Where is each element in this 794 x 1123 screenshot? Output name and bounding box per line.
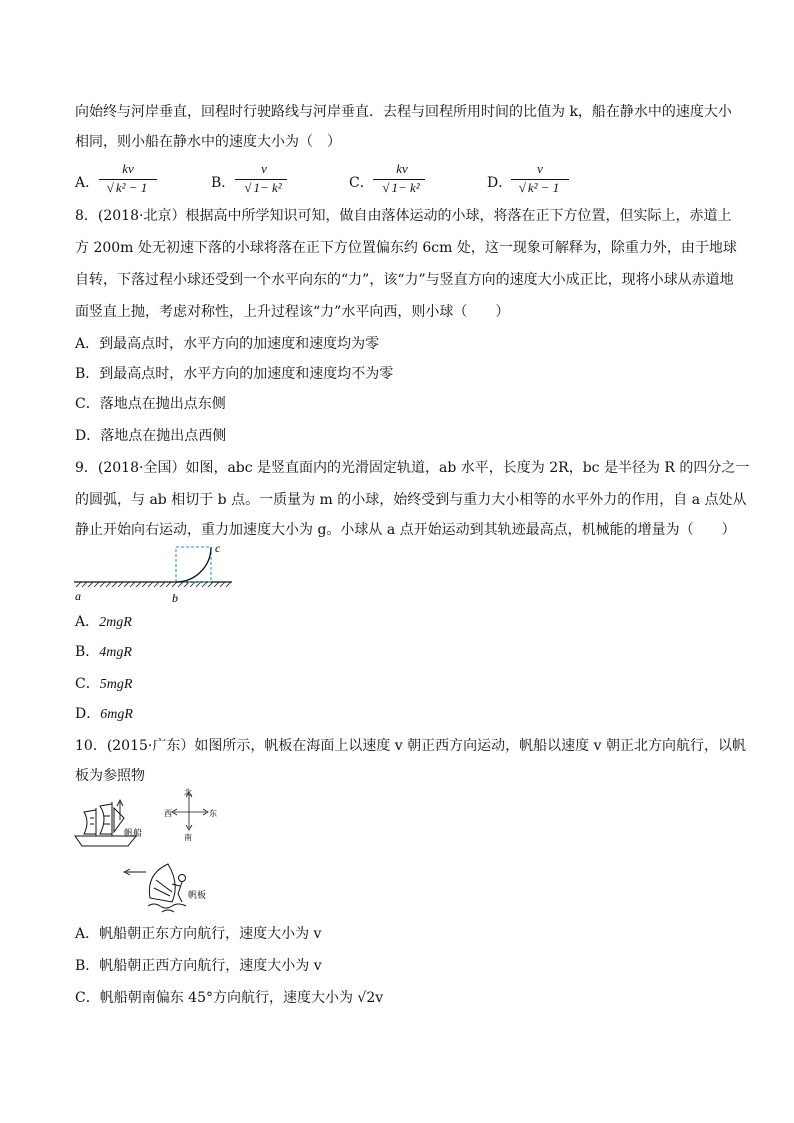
- q9-stem-line-3: 静止开始向右运动，重力加速度大小为 g。小球从 a 点开始运动到其轨迹最高点，机械能的增量为（ ）: [75, 522, 736, 538]
- q10-option-a: A．帆船朝正东方向航行，速度大小为 v: [75, 926, 322, 942]
- q7-option-b: [211, 160, 361, 202]
- q10-figure: [70, 788, 250, 918]
- q7-option-a: [75, 160, 225, 202]
- q9-stem-line-2: 的圆弧，与 ab 相切于 b 点。一质量为 m 的小球，始终受到与重力大小相等的水平外力的作用，自 a 点处从: [75, 492, 747, 508]
- fraction-numerator: v: [261, 161, 267, 176]
- q8-option-c: C．落地点在抛出点东侧: [75, 396, 226, 412]
- fraction-denominator: k² − 1: [527, 180, 560, 195]
- fraction-numerator: kv: [396, 161, 408, 176]
- option-label: A．: [75, 614, 100, 630]
- option-label: D．: [487, 175, 513, 191]
- sailboat-icon: [75, 802, 136, 846]
- fraction-bar: [373, 179, 425, 180]
- option-value: 5mgR: [99, 677, 133, 692]
- option-value: 4mgR: [99, 645, 132, 660]
- q8-stem-line-2: 方 200m 处无初速下落的小球将落在正下方位置偏东约 6cm 处，这一现象可解释为，除重力外，由于地球: [75, 240, 737, 256]
- option-value: 6mgR: [100, 707, 133, 722]
- fraction: v √ k² − 1: [509, 160, 571, 198]
- option-label: C．: [75, 676, 100, 692]
- windsurfer-label: 帆板: [188, 890, 207, 900]
- option-label: A．: [75, 175, 100, 191]
- compass-west-label: 西: [164, 809, 172, 818]
- sailboat-label: 帆船: [124, 828, 143, 838]
- q7-options: [75, 160, 715, 202]
- q9-option-a: [75, 612, 132, 633]
- arc-bc: [176, 547, 211, 582]
- q8-option-a: A．到最高点时，水平方向的加速度和速度均为零: [75, 336, 380, 352]
- q7-option-d: [487, 160, 637, 202]
- fraction-denominator: 1− k²: [253, 180, 282, 195]
- fraction-denominator: 1− k²: [391, 180, 420, 195]
- fraction: kv √ k² − 1: [97, 160, 159, 198]
- fraction-bar: [235, 179, 287, 180]
- q9-track-figure: [70, 540, 240, 606]
- compass-icon: [172, 792, 208, 830]
- q7-option-c: [349, 160, 499, 202]
- label-a: a: [75, 589, 81, 603]
- fraction-bar: [99, 179, 157, 180]
- q10-stem-line-1: 10．(2015·广东）如图所示，帆板在海面上以速度 v 朝正西方向运动，帆船以速度 v 朝正北方向航行，以帆: [75, 738, 746, 754]
- q8-option-b: B．到最高点时，水平方向的加速度和速度均不为零: [75, 366, 394, 382]
- q10-option-c: C．帆船朝南偏东 45°方向航行，速度大小为 √2v: [75, 990, 384, 1006]
- fraction-numerator: kv: [122, 161, 134, 176]
- ground-hatch: [76, 582, 231, 587]
- label-c: c: [215, 541, 221, 555]
- fraction: v √ 1− k²: [233, 160, 295, 198]
- q9-option-d: [75, 704, 133, 725]
- option-label: B．: [75, 644, 100, 660]
- fraction-numerator: v: [537, 161, 543, 176]
- fraction: kv √ 1− k²: [371, 160, 433, 198]
- windsurfer-icon: [148, 864, 186, 912]
- q9-option-c: [75, 674, 132, 695]
- q10-stem-line-2: 板为参照物: [75, 768, 145, 784]
- compass-east-label: 东: [209, 809, 217, 818]
- q7-stem-line-1: 向始终与河岸垂直，回程时行驶路线与河岸垂直．去程与回程所用时间的比值为 k，船在静水中的速度大小: [75, 104, 732, 120]
- option-label: C．: [349, 175, 374, 191]
- q9-option-b: [75, 642, 132, 663]
- compass-south-label: 南: [184, 833, 192, 842]
- label-b: b: [172, 591, 178, 605]
- fraction-bar: [511, 179, 569, 180]
- option-label: D．: [75, 706, 101, 722]
- q8-stem-line-3: 自转，下落过程小球还受到一个水平向东的“力”，该“力”与竖直方向的速度大小成正比，现将小球从赤道地: [75, 272, 734, 288]
- option-label: B．: [211, 175, 236, 191]
- compass-north-label: 北: [184, 788, 192, 797]
- q8-option-d: D．落地点在抛出点西侧: [75, 428, 227, 444]
- q8-stem-line-1: 8．(2018·北京）根据高中所学知识可知，做自由落体运动的小球，将落在正下方位置，但实际上，赤道上: [75, 208, 732, 224]
- q9-stem-line-1: 9．(2018·全国）如图，abc 是竖直面内的光滑固定轨道，ab 水平，长度为 2R，bc 是半径为 R 的四分之一: [75, 460, 750, 476]
- option-value: 2mgR: [99, 615, 132, 630]
- q7-stem-line-2: 相同，则小船在静水中的速度大小为（ ）: [75, 134, 341, 150]
- q10-option-b: B．帆船朝正西方向航行，速度大小为 v: [75, 958, 322, 974]
- q8-stem-line-4: 面竖直上抛，考虑对称性，上升过程该“力”水平向西，则小球（ ）: [75, 304, 510, 320]
- fraction-denominator: k² − 1: [115, 180, 148, 195]
